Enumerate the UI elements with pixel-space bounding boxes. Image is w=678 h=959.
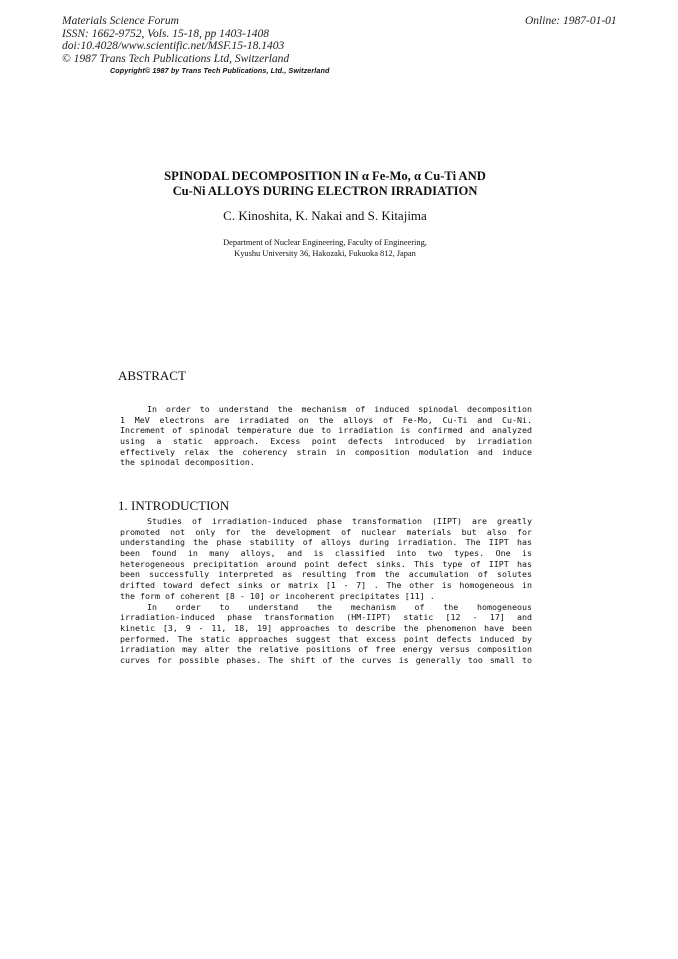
introduction-body: [120, 516, 532, 666]
text-line: Increment of spinodal temperature due to irradiation is confirmed and analyzed: [120, 425, 532, 436]
authors: C. Kinoshita, K. Nakai and S. Kitajima: [223, 208, 427, 223]
text-line: understanding the phase stability of alloys during irradiation. The IIPT has: [120, 537, 532, 548]
text-line: been successfully interpreted as resulting from the accumulation of solutes: [120, 569, 532, 580]
text-line: 1 MeV electrons are irradiated on the alloys of Fe-Mo, Cu-Ti and Cu-Ni.: [120, 414, 532, 425]
text-line: the form of coherent [8 - 10] or incoherent precipitates [11] .: [120, 590, 435, 601]
text-line: the spinodal decomposition.: [120, 457, 255, 468]
text-line: kinetic [3, 9 - 11, 18, 19] approaches to describe the phenomenon have been: [120, 622, 532, 633]
text-line: curves for possible phases. The shift of the curves is generally too small to: [120, 654, 532, 665]
text-line: In order to understand the mechanism of induced spinodal decomposition: [147, 404, 532, 414]
text-line: been found in many alloys, and is classified into two types. One is: [120, 548, 532, 559]
text-line: performed. The static approaches suggest that excess point defects induced by: [120, 633, 532, 644]
title-line: SPINODAL DECOMPOSITION IN α Fe-Mo, α Cu-Ti AND: [164, 169, 486, 183]
text-line: In order to understand the mechanism of the homogeneous: [147, 601, 532, 612]
text-line: Studies of irradiation-induced phase transformation (IIPT) are greatly: [147, 516, 532, 526]
copyright-notice: Copyright© 1987 by Trans Tech Publications, Ltd., Switzerland: [110, 66, 330, 75]
text-line: effectively relax the coherency strain in composition modulation and induce: [120, 446, 532, 457]
journal-info: [62, 15, 289, 65]
affiliation: [140, 238, 510, 259]
text-line: promoted not only for the development of nuclear materials but also for: [120, 526, 532, 537]
text-line: irradiation may alter the relative positions of free energy versus composition: [120, 644, 532, 655]
text-line: irradiation-induced phase transformation (HM-IIPT) static [12 - 17] and: [120, 612, 532, 623]
title-line: Cu-Ni ALLOYS DURING ELECTRON IRRADIATION: [172, 184, 478, 198]
abstract-body: [120, 404, 532, 468]
affiliation-line: Kyushu University 36, Hakozaki, Fukuoka 812, Japan: [234, 248, 416, 258]
text-line: drifted toward defect sinks or matrix [1 - 7] . The other is homogeneous in: [120, 580, 532, 591]
issn-line: ISSN: 1662-9752, Vols. 15-18, pp 1403-1408: [62, 27, 269, 40]
abstract-heading: ABSTRACT: [118, 368, 186, 383]
text-line: heterogeneous precipitation around point defect sinks. This type of IIPT has: [120, 558, 532, 569]
affiliation-line: Department of Nuclear Engineering, Faculty of Engineering,: [223, 238, 427, 247]
online-date: Online: 1987-01-01: [525, 15, 617, 27]
doi-line[interactable]: doi:10.4028/www.scientific.net/MSF.15-18.1403: [62, 40, 285, 52]
journal-name: Materials Science Forum: [62, 15, 179, 27]
introduction-heading: 1. INTRODUCTION: [118, 498, 230, 513]
paper-title: [140, 169, 510, 199]
text-line: using a static approach. Excess point defects introduced by irradiation: [120, 436, 532, 447]
publisher-line: © 1987 Trans Tech Publications Ltd, Switzerland: [62, 52, 290, 65]
